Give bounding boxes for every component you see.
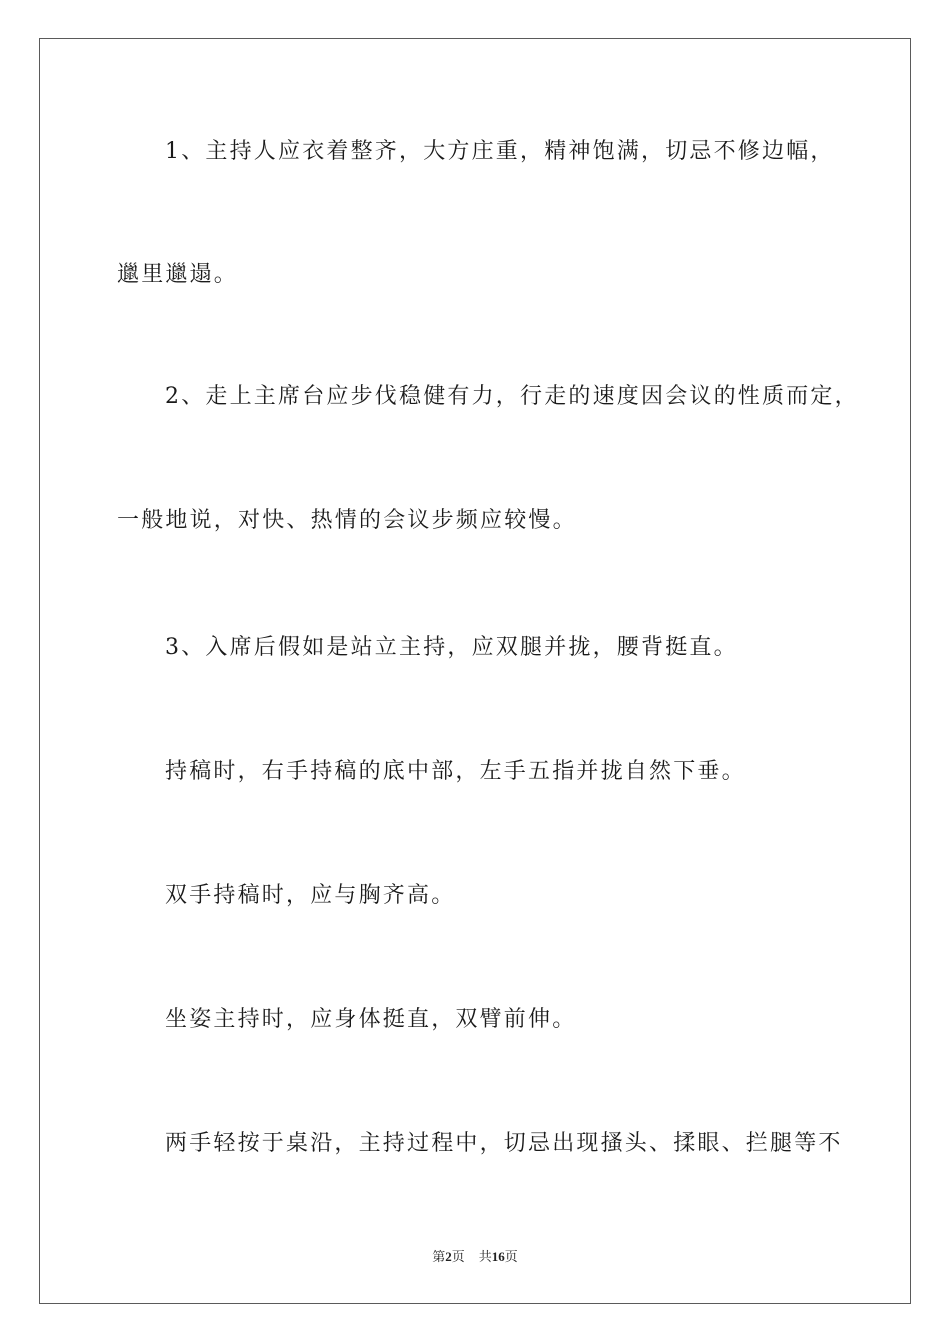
paragraph-7: 两手轻按于桌沿，主持过程中，切忌出现搔头、揉眼、拦腿等不 [165,1131,843,1156]
paragraph-5: 双手持稿时，应与胸齐高。 [165,883,456,908]
paragraph-2-line-1: 2、走上主席台应步伐稳健有力，行走的速度因会议的性质而定， [165,384,859,409]
total-suffix: 页 [504,1249,518,1264]
total-prefix: 共 [478,1249,492,1264]
page-footer [0,1248,950,1266]
paragraph-1-line-2: 邋里邋遢。 [117,262,239,287]
page-border [39,38,911,1304]
paragraph-1-line-1: 1、主持人应衣着整齐，大方庄重，精神饱满，切忌不修边幅， [165,139,835,164]
paragraph-4: 持稿时，右手持稿的底中部，左手五指并拢自然下垂。 [165,759,746,784]
paragraph-3: 3、入席后假如是站立主持，应双腿并拢，腰背挺直。 [165,635,738,660]
total-pages: 16 [491,1249,505,1264]
page-number: 2 [445,1249,452,1264]
paragraph-2-line-2: 一般地说，对快、热情的会议步频应较慢。 [117,508,577,533]
page-suffix: 页 [451,1249,465,1264]
page-prefix: 第 [432,1249,446,1264]
paragraph-6: 坐姿主持时，应身体挺直，双臂前伸。 [165,1007,577,1032]
